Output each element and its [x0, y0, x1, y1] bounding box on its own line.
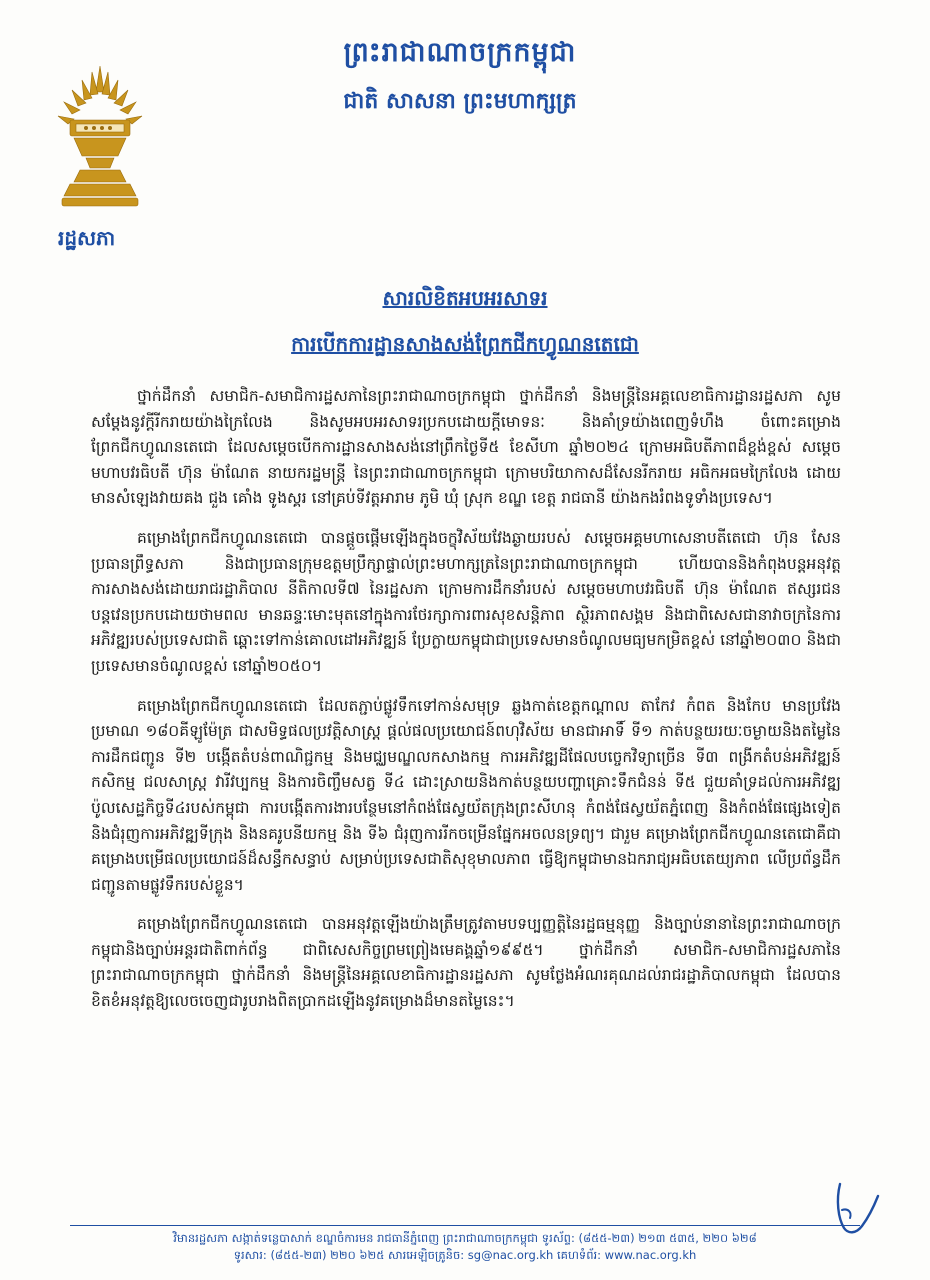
footer [70, 1230, 860, 1264]
paragraph: គម្រោងព្រែកជីកហ្វូណនតេជោ បានអនុវត្តឡើងយ៉ាងត្រឹមត្រូវតាមបទប្បញ្ញត្តិនៃរដ្ឋធម្មនុញ្ញ និងច្បាប់នានានៃព្រះរាជាណាចក្រកម្ពុជានិងច្បាប់អន្តរជាតិពាក់ព័ន្ធ ជាពិសេសកិច្ចព្រមព្រៀងមេគង្គឆ្នាំ១៩៩៥។ ថ្នាក់ដឹកនាំ សមាជិក-សមាជិការដ្ឋសភានៃព្រះរាជាណាចក្រកម្ពុជា ថ្នាក់ដឹកនាំ និងមន្ត្រីនៃអគ្គលេខាធិការដ្ឋានរដ្ឋសភា សូមថ្លែងអំណរគុណដល់រាជរដ្ឋាភិបាលកម្ពុជា ដែលបានខិតខំអនុវត្តឱ្យលេចចេញជារូបរាងពិតប្រាកដឡើងនូវគម្រោងដ៏មានតម្លៃនេះ។ [91, 915, 841, 1011]
paragraph: គម្រោងព្រែកជីកហ្វូណនតេជោ បានផ្តួចផ្តើមឡើងក្នុងចក្ខុវិស័យវែងឆ្ងាយរបស់ សម្តេចអគ្គមហាសេនាបតីតេជោ ហ៊ុន សែន ប្រធានព្រឹទ្ធសភា និងជាប្រធានក្រុមឧត្តមប្រឹក្សាផ្ទាល់ព្រះមហាក្សត្រនៃព្រះរាជាណាចក្រកម្ពុជា ហើយបាននិងកំពុងបន្តអនុវត្តការសាងសង់ដោយរាជរដ្ឋាភិបាល នីតិកាលទី៧ នៃរដ្ឋសភា ក្រោមការដឹកនាំរបស់ សម្តេចមហាបវរធិបតី ហ៊ុន ម៉ាណែត ឥស្សរជនបន្តវេនប្រកបដោយថាមពល មានឆន្ទៈមោះមុតនៅក្នុងការថែរក្សាការពារសុខសន្តិភាព ស្ថិរភាពសង្គម និងជាពិសេសជានាវាចក្រនៃការអភិវឌ្ឍរបស់ប្រទេសជាតិ ឆ្ពោះទៅកាន់គោលដៅអភិវឌ្ឍន៍ ប្រែក្លាយកម្ពុជាជាប្រទេសមានចំណូលមធ្យមកម្រិតខ្ពស់ នៅឆ្នាំ២០៣០ និងជាប្រទេសមានចំណូលខ្ពស់ នៅឆ្នាំ២០៥០។ [91, 528, 841, 675]
footer-contact: ទូរសារ: (៨៥៥-២៣) ២២០ ៦២៥ សារអេឡិចត្រូនិច: sg@nac.org.kh គេហទំព័រ: www.nac.org.kh [233, 1248, 697, 1262]
title-line-2: ការបើកការដ្ឋានសាងសង់ព្រែកជីកហ្វូណនតេជោ [291, 332, 639, 356]
letterhead [290, 36, 630, 119]
footer-divider [70, 1225, 860, 1226]
kingdom-name: ព្រះរាជាណាចក្រកម្ពុជា [343, 37, 577, 68]
paragraph: គម្រោងព្រែកជីកហ្វូណនតេជោ ដែលតភ្ជាប់ផ្លូវទឹកទៅកាន់សមុទ្រ ឆ្លងកាត់ខេត្តកណ្តាល តាកែវ កំពត និងកែប មានប្រវែងប្រមាណ ១៨០គីឡូម៉ែត្រ ជាសមិទ្ធផលប្រវត្តិសាស្ត្រ ផ្តល់ផលប្រយោជន៍ពហុវិស័យ មានជាអាទិ៍ ទី១ កាត់បន្ថយរយៈចម្ងាយនិងតម្លៃនៃការដឹកជញ្ជូន ទី២ បង្កើតតំបន់ពាណិជ្ជកម្ម និងមជ្ឈមណ្ឌលកសាងកម្ម ការអភិវឌ្ឍដីផែលបច្ចេកវិទ្យាច្រើន ទី៣ ពង្រីកតំបន់អភិវឌ្ឍន៍កសិកម្ម ជលសាស្ត្រ វារីវប្បកម្ម និងការចិញ្ចឹមសត្វ ទី៤ ដោះស្រាយនិងកាត់បន្ថយបញ្ហាគ្រោះទឹកជំនន់ ទី៥ ជួយគាំទ្រដល់ការអភិវឌ្ឍប៉ូលសេដ្ឋកិច្ចទី៤របស់កម្ពុជា ការបង្កើតការងារបន្ថែមនៅកំពង់ផែស្វយ័តក្រុងព្រះសីហនុ កំពង់ផែស្វយ័តភ្នំពេញ និងកំពង់ផែផ្សេងទៀត និងជំរុញការអភិវឌ្ឍទីក្រុង និងនគរូបនីយកម្ម និង ទី៦ ជំរុញការរីកចម្រើនផ្នែកអចលនទ្រព្យ។ ជារួម គម្រោងព្រែកជីកហ្វូណនតេជោគឺជាគម្រោងបម្រើផលប្រយោជន៍ដ៏សន្ធឹកសន្ធាប់ សម្រាប់ប្រទេសជាតិសុខុមាលភាព ធ្វើឱ្យកម្ពុជាមានឯករាជ្យអធិបតេយ្យភាព លើប្រព័ន្ធដឹកជញ្ជូនតាមផ្លូវទឹករបស់ខ្លួន។ [91, 696, 841, 894]
national-assembly-emblem-icon [52, 62, 148, 212]
letter-body [91, 384, 841, 1029]
national-motto: ជាតិ សាសនា ព្រះមហាក្សត្រ [343, 89, 577, 114]
emblem-caption: រដ្ឋសភា [58, 226, 116, 250]
footer-address: វិមានរដ្ឋសភា សង្កាត់ទន្លេបាសាក់ ខណ្ឌចំការមន រាជធានីភ្នំពេញ ព្រះរាជាណាចក្រកម្ពុជា ទូរស័ព្ទ: (៨៥៥-២៣) ២១៣ ៥៣៥, ២២០ ៦២៨ [173, 1231, 757, 1245]
paragraph: ថ្នាក់ដឹកនាំ សមាជិក-សមាជិការដ្ឋសភានៃព្រះរាជាណាចក្រកម្ពុជា ថ្នាក់ដឹកនាំ និងមន្ត្រីនៃអគ្គលេខាធិការដ្ឋានរដ្ឋសភា សូមសម្តែងនូវក្តីរីករាយយ៉ាងក្រៃលែង និងសូមអបអរសាទរប្រកបដោយក្តីមោទនៈ និងគាំទ្រយ៉ាងពេញទំហឹង ចំពោះគម្រោងព្រែកជីកហ្វូណនតេជោ ដែលសម្តេចបើកការដ្ឋានសាងសង់នៅព្រឹកថ្ងៃទី៥ ខែសីហា ឆ្នាំ២០២៤ ក្រោមអធិបតីភាពដ៏ខ្ពង់ខ្ពស់ សម្តេចមហាបវរធិបតី ហ៊ុន ម៉ាណែត នាយករដ្ឋមន្ត្រី នៃព្រះរាជាណាចក្រកម្ពុជា ក្រោមបរិយាកាសដ៏សែនរីករាយ អធិកអធមក្រៃលែង ដោយមានសំឡេងវាយគង ជួង គោំង ទូងស្គរ នៅគ្រប់ទីវត្តអារាម ភូមិ ឃុំ ស្រុក ខណ្ឌ ខេត្ត រាជធានី យ៉ាងកងរំពងទូទាំងប្រទេស។ [91, 387, 841, 508]
title-line-1: សារលិខិតអបអរសាទរ [382, 286, 548, 310]
letter-title [200, 285, 730, 361]
